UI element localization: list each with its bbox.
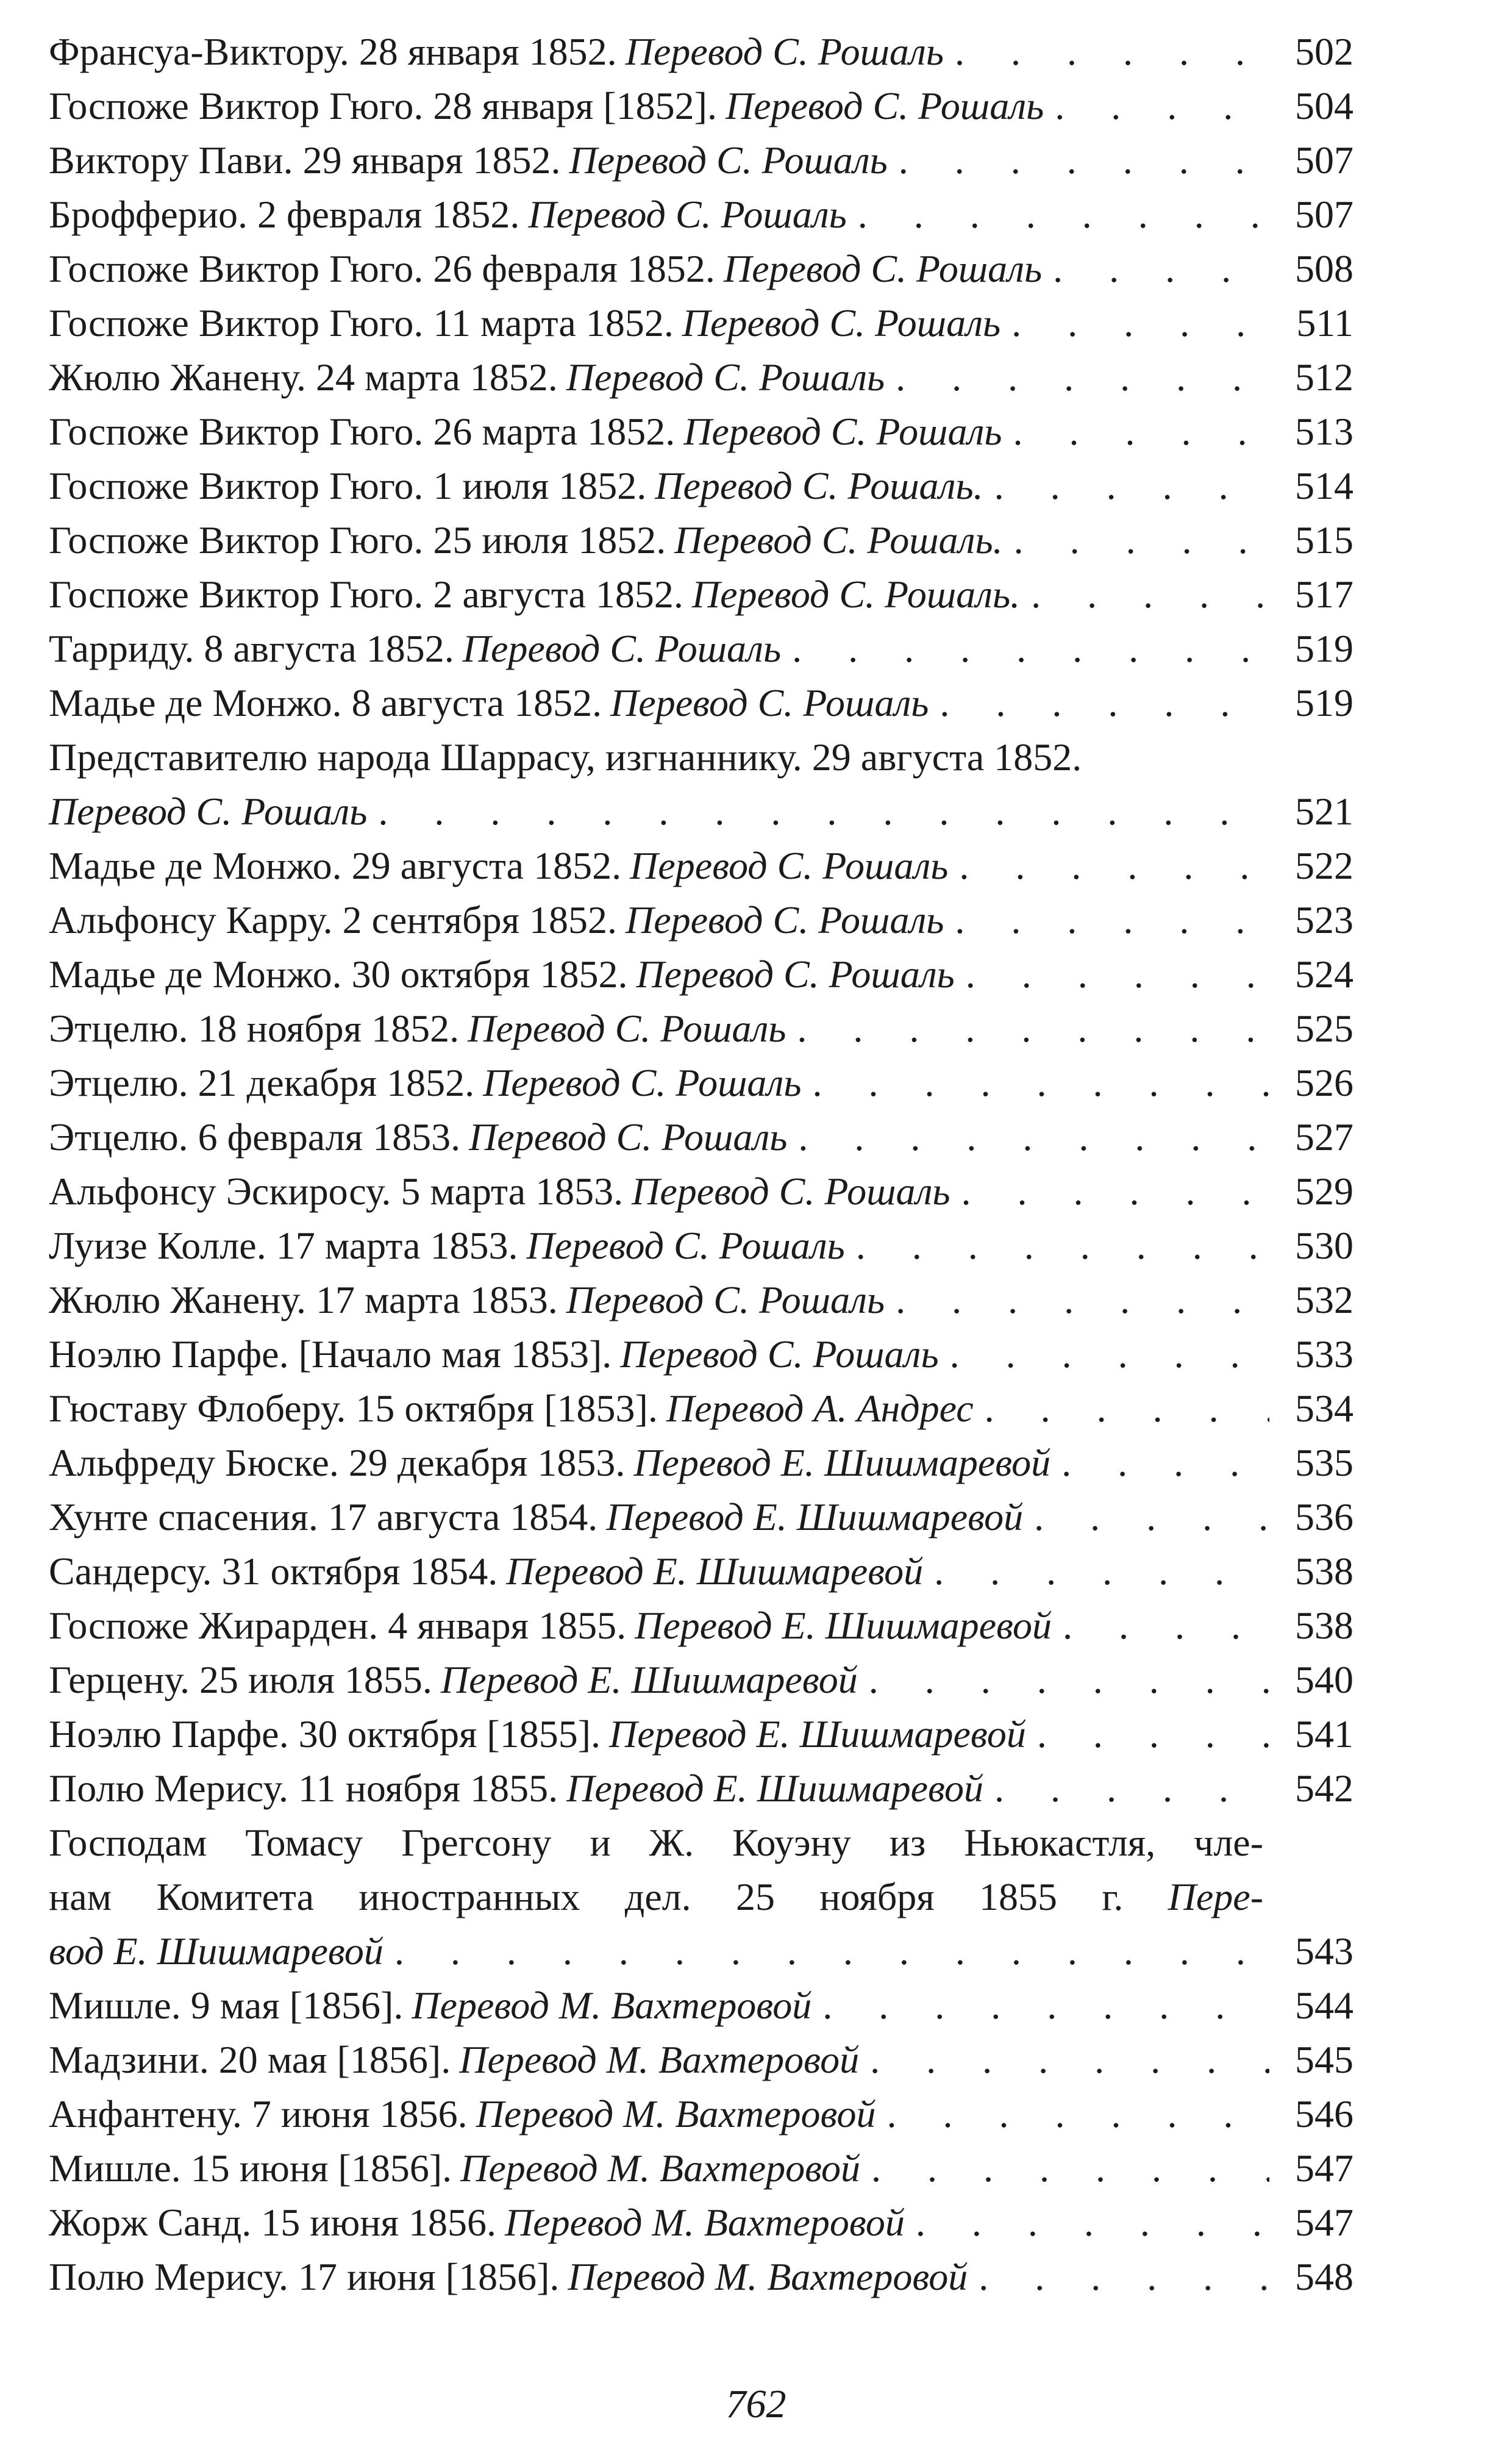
dot-leader [899,133,1269,187]
entry-translator: Перевод С. Рошаль [483,1061,802,1104]
entry-text: Луизе Колле. 17 марта 1853. [49,1224,518,1267]
dot-leader [934,1544,1269,1598]
entry-text: Тарриду. 8 августа 1852. [49,627,454,670]
entry-text: Госпоже Виктор Гюго. 26 марта 1852. [49,410,676,453]
entry-text: Брофферио. 2 февраля 1852. [49,193,520,236]
entry-translator: Перевод Е. Шишмаревой [609,1712,1026,1756]
entry-text: Альфреду Бюске. 29 декабря 1853. [49,1441,626,1484]
entry-text: Мадье де Монжо. 30 октября 1852. [49,952,628,996]
entry-text: Хунте спасения. 17 августа 1854. [49,1495,598,1539]
dot-leader [1014,513,1269,567]
entry-text: Жюлю Жанену. 17 марта 1853. [49,1278,558,1321]
entry-page-number: 530 [1295,1224,1353,1267]
entry-page-number: 521 [1295,790,1353,833]
toc-entry [49,1544,1353,1598]
toc-entry [49,621,1353,676]
entry-page-number: 547 [1295,2146,1353,2190]
toc-entry [49,1598,1353,1653]
entry-text: Ноэлю Парфе. 30 октября [1855]. [49,1712,601,1756]
entry-text: Франсуа-Виктору. 28 января 1852. [49,30,617,73]
entry-page-number: 513 [1295,410,1353,453]
toc-entry [49,404,1353,459]
entry-page-number: 519 [1295,627,1353,670]
entry-translator: Перевод М. Вахтеровой [412,1984,812,2027]
entry-page-number: 512 [1295,356,1353,399]
toc-entry [49,1001,1353,1056]
entry-translator-part: Пере- [1168,1875,1263,1918]
toc-entry [49,459,1353,513]
entry-text-part: нам Комитета иностранных дел. 25 ноября 1855 г. [49,1875,1124,1918]
entry-text: Госпоже Жирарден. 4 января 1855. [49,1604,627,1647]
toc-entry [49,2032,1353,2087]
entry-page-number: 525 [1295,1007,1353,1050]
toc-entry [49,1327,1353,1381]
entry-text: Виктору Пави. 29 января 1852. [49,138,561,182]
dot-leader [871,2141,1269,2195]
dot-leader [1034,1490,1269,1544]
entry-translator: Перевод С. Рошаль [462,627,782,670]
entry-page-number: 534 [1295,1387,1353,1430]
toc-entry [49,1110,1353,1164]
entry-translator: Перевод С. Рошаль [725,84,1044,127]
entry-page-number: 519 [1295,681,1353,724]
entry-text: Господам Томасу Грегсону и Ж. Коуэну из Ньюкастля, чле- [49,1821,1263,1864]
entry-translator: Перевод С. Рошаль [49,790,368,833]
entry-translator: Перевод С. Рошаль [526,1224,845,1267]
entry-translator: Перевод М. Вахтеровой [568,2255,968,2298]
entry-translator: Перевод С. Рошаль [468,1007,786,1050]
entry-text: Жорж Санд. 15 июня 1856. [49,2201,496,2244]
toc-entry [49,513,1353,567]
entry-text: Мишле. 15 июня [1856]. [49,2146,452,2190]
entry-translator: Перевод С. Рошаль [469,1115,788,1159]
entry-text: Госпоже Виктор Гюго. 1 июля 1852. [49,464,647,507]
entry-text: Госпоже Виктор Гюго. 11 марта 1852. [49,301,674,345]
entry-translator: Перевод С. Рошаль [630,844,949,887]
entry-text-continued [49,1870,1353,1924]
entry-page-number: 507 [1295,138,1353,182]
toc-entry-charras [49,730,1353,838]
entry-translator: Перевод С. Рошаль [569,138,888,182]
entry-text: Мишле. 9 мая [1856]. [49,1984,404,2027]
toc-group-1 [49,24,1353,730]
entry-page-number: 527 [1295,1115,1353,1159]
entry-translator: Перевод С. Рошаль [566,1278,885,1321]
toc-entry [49,79,1353,133]
toc-entry [49,676,1353,730]
entry-translator: Перевод Е. Шишмаревой [633,1441,1051,1484]
toc-entry [49,838,1353,893]
dot-leader [798,1110,1269,1164]
toc-entry [49,947,1353,1001]
entry-page-number: 535 [1295,1441,1353,1484]
dot-leader [985,1381,1269,1435]
entry-text: Альфонсу Карру. 2 сентября 1852. [49,898,618,942]
entry-text: Этцелю. 21 декабря 1852. [49,1061,475,1104]
entry-translator: Перевод М. Вахтеровой [459,2038,860,2081]
dot-leader [950,1327,1269,1381]
entry-page-number: 524 [1295,952,1353,996]
toc-entry [49,1273,1353,1327]
dot-leader [1053,241,1269,296]
entry-translator: Перевод Е. Шишмаревой [440,1658,858,1701]
entry-translator: Перевод С. Рошаль [610,681,929,724]
dot-leader [896,350,1269,404]
toc-entry [49,2195,1353,2250]
toc-entry [49,1056,1353,1110]
dot-leader [870,2032,1269,2087]
entry-translator: Перевод С. Рошаль. [655,464,983,507]
dot-leader [955,893,1269,947]
toc-entry [49,1490,1353,1544]
entry-text: Ноэлю Парфе. [Начало мая 1853]. [49,1332,612,1376]
entry-text: Анфантену. 7 июня 1856. [49,2092,468,2135]
dot-leader [994,459,1269,513]
entry-text: Герцену. 25 июля 1855. [49,1658,432,1701]
entry-page-number: 515 [1295,518,1353,562]
toc-group-3 [49,1978,1353,2304]
dot-leader [959,838,1269,893]
toc-entry [49,1164,1353,1218]
toc-entry [49,241,1353,296]
entry-translator: Перевод С. Рошаль [620,1332,939,1376]
entry-page-number: 547 [1295,2201,1353,2244]
entry-page-number: 508 [1295,247,1353,290]
dot-leader [1013,404,1270,459]
entry-text: Этцелю. 6 февраля 1853. [49,1115,461,1159]
toc-entry [49,2141,1353,2195]
entry-page-number: 529 [1295,1170,1353,1213]
toc-entry-gregson [49,1815,1353,1978]
entry-translator: вод Е. Шишмаревой [49,1929,383,1973]
entry-page-number: 511 [1296,301,1353,345]
toc-entry [49,350,1353,404]
toc-group-2 [49,838,1353,1815]
entry-text: Жюлю Жанену. 24 марта 1852. [49,356,558,399]
dot-leader [1037,1707,1269,1761]
toc-entry [49,1761,1353,1815]
entry-text: Гюставу Флоберу. 15 октября [1853]. [49,1387,658,1430]
entry-text: Госпоже Виктор Гюго. 26 февраля 1852. [49,247,715,290]
entry-page-number: 541 [1295,1712,1353,1756]
entry-page-number: 540 [1295,1658,1353,1701]
entry-translator: Перевод С. Рошаль [723,247,1043,290]
dot-leader [869,1653,1269,1707]
dot-leader [1063,1598,1269,1653]
entry-translator: Перевод М. Вахтеровой [460,2146,861,2190]
entry-translator: Перевод Е. Шишмаревой [566,1767,983,1810]
toc-entry [49,2250,1353,2304]
entry-text: Госпоже Виктор Гюго. 2 августа 1852. [49,573,683,616]
entry-text: Полю Мерису. 11 ноября 1855. [49,1767,558,1810]
dot-leader [797,1001,1269,1056]
dot-leader [1061,1435,1269,1490]
page-number-footer: 762 [726,2382,786,2426]
entry-page-number: 502 [1295,30,1353,73]
entry-page-number: 532 [1295,1278,1353,1321]
toc-entry [49,187,1353,241]
dot-leader [856,1218,1269,1273]
entry-translator: Перевод М. Вахтеровой [504,2201,905,2244]
entry-text: Сандерсу. 31 октября 1854. [49,1549,498,1593]
toc-entry [49,1381,1353,1435]
entry-translator: Перевод С. Рошаль [528,193,847,236]
toc-entry [49,2087,1353,2141]
toc-entry [49,1435,1353,1490]
toc-entry [49,1218,1353,1273]
entry-page-number: 514 [1295,464,1353,507]
entry-translator: Перевод С. Рошаль [682,301,1001,345]
dot-leader [394,1924,1269,1978]
dot-leader [378,784,1269,838]
toc-entry [49,133,1353,187]
dot-leader [896,1273,1269,1327]
entry-page-number: 517 [1295,573,1353,616]
entry-text: Представителю народа Шаррасу, изгнаннику. 29 августа 1852. [49,735,1082,779]
dot-leader [940,676,1269,730]
dot-leader [955,24,1269,79]
entry-translator: Перевод С. Рошаль [632,1170,950,1213]
toc-entry [49,567,1353,621]
dot-leader [858,187,1269,241]
entry-page-number: 542 [1295,1767,1353,1810]
entry-page-number: 538 [1295,1604,1353,1647]
entry-text: Госпоже Виктор Гюго. 25 июля 1852. [49,518,666,562]
entry-page-number: 538 [1295,1549,1353,1593]
entry-page-number: 533 [1295,1332,1353,1376]
toc-entry [49,24,1353,79]
entry-page-number: 548 [1295,2255,1353,2298]
entry-text: Мадье де Монжо. 8 августа 1852. [49,681,602,724]
toc-entry [49,1653,1353,1707]
dot-leader [812,1056,1269,1110]
entry-translator: Перевод С. Рошаль. [674,518,1003,562]
entry-text: Мадзини. 20 мая [1856]. [49,2038,451,2081]
dot-leader [966,947,1269,1001]
entry-translator: Перевод С. Рошаль [683,410,1002,453]
entry-translator: Перевод С. Рошаль [636,952,955,996]
entry-page-number: 544 [1295,1984,1353,2027]
entry-text: Мадье де Монжо. 29 августа 1852. [49,844,622,887]
entry-text: Альфонсу Эскиросу. 5 марта 1853. [49,1170,624,1213]
dot-leader [886,2087,1269,2141]
entry-translator: Перевод С. Рошаль [625,30,944,73]
entry-translator: Перевод Е. Шишмаревой [606,1495,1024,1539]
entry-text: Госпоже Виктор Гюго. 28 января [1852]. [49,84,717,127]
dot-leader [1055,79,1269,133]
entry-page-number: 522 [1295,844,1353,887]
entry-translator: Перевод А. Андрес [666,1387,974,1430]
dot-leader [792,621,1269,676]
entry-page-number: 507 [1295,193,1353,236]
entry-page-number: 504 [1295,84,1353,127]
entry-page-number: 526 [1295,1061,1353,1104]
dot-leader [1031,567,1269,621]
entry-translator: Перевод М. Вахтеровой [476,2092,876,2135]
entry-translator: Перевод Е. Шишмаревой [635,1604,1052,1647]
toc-entry [49,1978,1353,2032]
dot-leader [822,1978,1269,2032]
toc-entry [49,893,1353,947]
entry-translator: Перевод С. Рошаль. [691,573,1021,616]
entry-translator: Перевод С. Рошаль [626,898,944,942]
entry-page-number: 546 [1295,2092,1353,2135]
entry-page-number: 543 [1295,1929,1353,1973]
entry-translator: Перевод Е. Шишмаревой [506,1549,924,1593]
toc-entry [49,1707,1353,1761]
dot-leader [994,1761,1269,1815]
entry-translator: Перевод С. Рошаль [566,356,885,399]
entry-page-number: 536 [1295,1495,1353,1539]
entry-text: Полю Мерису. 17 июня [1856]. [49,2255,560,2298]
toc-entry [49,296,1353,350]
entry-page-number: 523 [1295,898,1353,942]
dot-leader [916,2195,1269,2250]
dot-leader [961,1164,1269,1218]
entry-text: Этцелю. 18 ноября 1852. [49,1007,460,1050]
dot-leader [979,2250,1269,2304]
table-of-contents [49,24,1353,2304]
dot-leader [1011,296,1269,350]
entry-page-number: 545 [1295,2038,1353,2081]
